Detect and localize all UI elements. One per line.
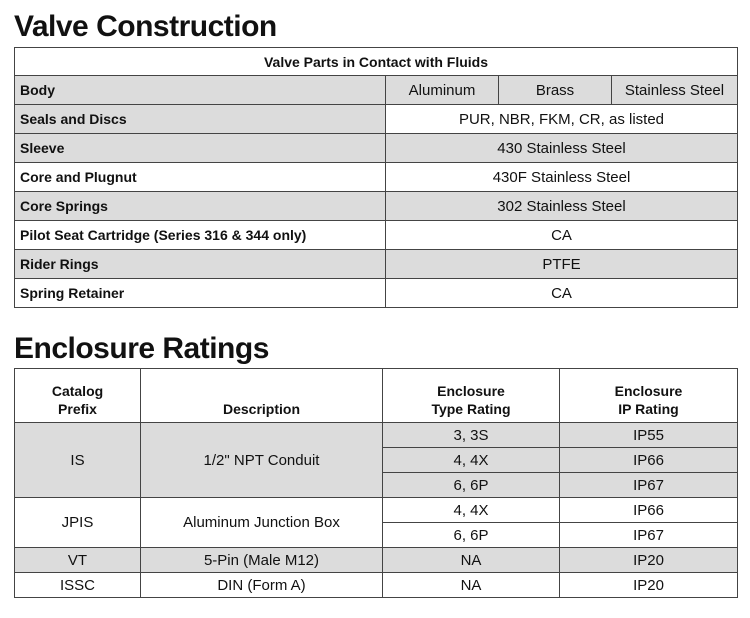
row-value-spring-retainer: CA [386, 279, 738, 308]
prefix-issc: ISSC [15, 573, 141, 598]
description-is: 1/2" NPT Conduit [141, 423, 383, 498]
ip-rating-cell: IP66 [560, 498, 738, 523]
ip-rating-cell: IP55 [560, 423, 738, 448]
row-label-pilot-seat: Pilot Seat Cartridge (Series 316 & 344 only) [15, 221, 386, 250]
ip-rating-cell: IP67 [560, 473, 738, 498]
col-header-catalog-prefix: Catalog Prefix [15, 369, 141, 423]
material-aluminum: Aluminum [386, 76, 499, 105]
type-rating-cell: 3, 3S [383, 423, 560, 448]
row-label-body: Body [15, 76, 386, 105]
row-value-pilot-seat: CA [386, 221, 738, 250]
row-value-rider-rings: PTFE [386, 250, 738, 279]
row-label-sleeve: Sleeve [15, 134, 386, 163]
type-rating-cell: 6, 6P [383, 473, 560, 498]
col-header-ip-rating: Enclosure IP Rating [560, 369, 738, 423]
row-value-core-plugnut: 430F Stainless Steel [386, 163, 738, 192]
ip-rating-cell: IP20 [560, 548, 738, 573]
ip-rating-cell: IP67 [560, 523, 738, 548]
type-rating-cell: 4, 4X [383, 448, 560, 473]
type-rating-cell: 6, 6P [383, 523, 560, 548]
row-label-spring-retainer: Spring Retainer [15, 279, 386, 308]
ip-rating-cell: IP66 [560, 448, 738, 473]
valve-construction-heading: Valve Construction [14, 10, 277, 43]
prefix-vt: VT [15, 548, 141, 573]
material-brass: Brass [499, 76, 612, 105]
description-jpis: Aluminum Junction Box [141, 498, 383, 548]
col-header-type-rating: Enclosure Type Rating [383, 369, 560, 423]
enclosure-ratings-table [14, 368, 738, 598]
enclosure-ratings-heading: Enclosure Ratings [14, 332, 269, 365]
valve-parts-caption: Valve Parts in Contact with Fluids [15, 48, 738, 76]
prefix-jpis: JPIS [15, 498, 141, 548]
row-label-core-springs: Core Springs [15, 192, 386, 221]
description-issc: DIN (Form A) [141, 573, 383, 598]
row-value-seals-discs: PUR, NBR, FKM, CR, as listed [386, 105, 738, 134]
row-label-seals-discs: Seals and Discs [15, 105, 386, 134]
valve-parts-table [14, 47, 738, 308]
type-rating-cell: NA [383, 573, 560, 598]
row-value-sleeve: 430 Stainless Steel [386, 134, 738, 163]
col-header-description: Description [141, 369, 383, 423]
row-label-rider-rings: Rider Rings [15, 250, 386, 279]
type-rating-cell: 4, 4X [383, 498, 560, 523]
row-value-core-springs: 302 Stainless Steel [386, 192, 738, 221]
ip-rating-cell: IP20 [560, 573, 738, 598]
description-vt: 5-Pin (Male M12) [141, 548, 383, 573]
row-label-core-plugnut: Core and Plugnut [15, 163, 386, 192]
prefix-is: IS [15, 423, 141, 498]
type-rating-cell: NA [383, 548, 560, 573]
material-stainless-steel: Stainless Steel [612, 76, 738, 105]
